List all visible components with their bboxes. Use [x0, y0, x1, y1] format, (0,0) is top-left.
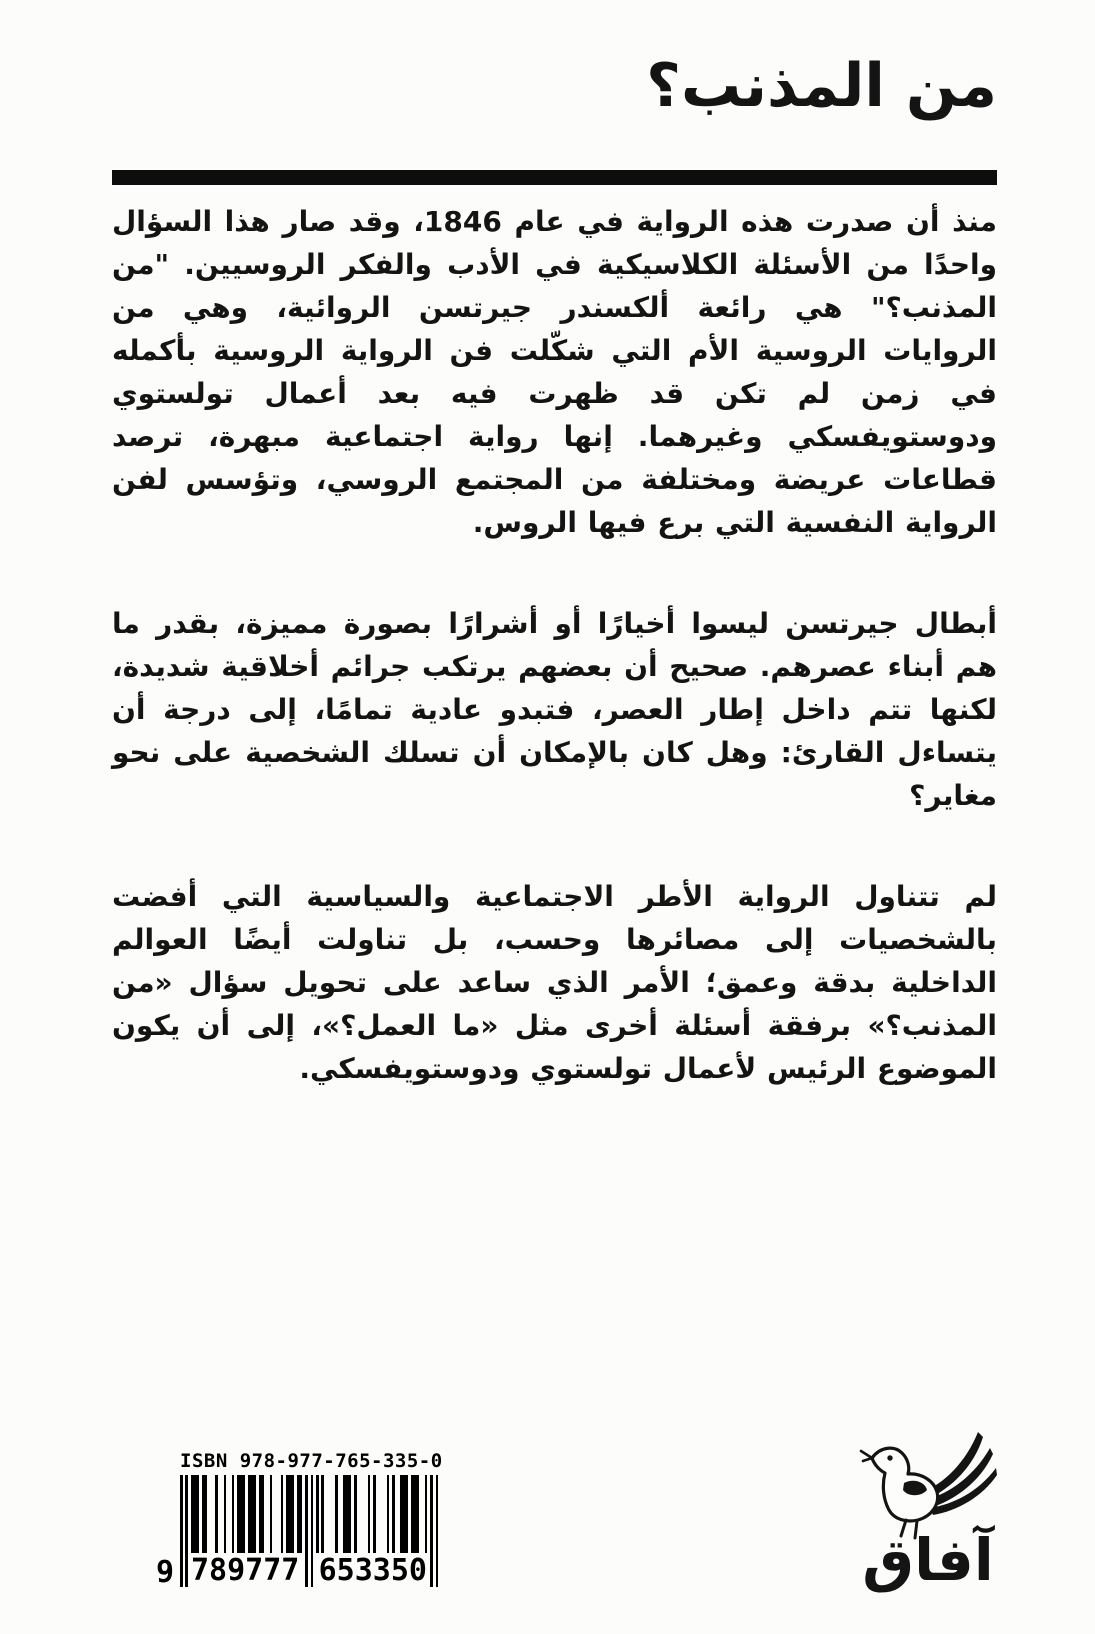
barcode-area	[155, 1475, 438, 1590]
blurb-paragraph-1: منذ أن صدرت هذه الرواية في عام 1846، وقد صار هذا السؤال واحدًا من الأسئلة الكلاسيكية في الأدب والفكر الروسيين. "من المذنب؟" هي رائعة ألكسندر جيرتسن الروائية، وهي من الروايات الروسية الأم التي شكّلت فن الرواية الروسية بأكمله في زمن لم تكن قد ظهرت فيه بعد أعمال تولستوي ودوستويفسكي وغيرهما. إنها رواية اجتماعية مبهرة، ترصد قطاعات عريضة ومختلفة من المجتمع الروسي، وتؤسس لفن الرواية النفسية التي برع فيها الروس.	[112, 205, 998, 539]
barcode-first-digit: 9	[155, 1555, 175, 1590]
publisher-name: آفاق	[862, 1526, 994, 1594]
title-rule	[112, 170, 997, 185]
publisher-logo	[848, 1420, 1008, 1593]
blurb-text	[112, 200, 997, 1090]
barcode-left-digits: 789777	[188, 1553, 302, 1589]
blurb-paragraph-2: أبطال جيرتسن ليسوا أخيارًا أو أشرارًا بصورة مميزة، بقدر ما هم أبناء عصرهم. صحيح أن بعضهم يرتكب جرائم أخلاقية شديدة، لكنها تتم داخل إطار العصر، فتبدو عادية تمامًا، إلى درجة أن يتساءل القارئ: وهل كان بالإمكان أن تسلك الشخصية على نحو مغاير؟	[112, 607, 997, 812]
isbn-barcode	[152, 1450, 452, 1590]
barcode-right-digits: 653350	[316, 1553, 430, 1589]
isbn-label: ISBN 978-977-765-335-0	[180, 1450, 443, 1472]
book-title: من المذنب؟	[646, 51, 997, 121]
blurb-paragraph-3: لم تتناول الرواية الأطر الاجتماعية والسياسية التي أفضت بالشخصيات إلى مصائرها وحسب، بل تناولت أيضًا العوالم الداخلية بدقة وعمق؛ الأمر الذي ساعد على تحويل سؤال «من المذنب؟» برفقة أسئلة أخرى مثل «ما العمل؟»، إلى أن يكون الموضوع الرئيس لأعمال تولستوي ودوستويفسكي.	[112, 880, 997, 1085]
